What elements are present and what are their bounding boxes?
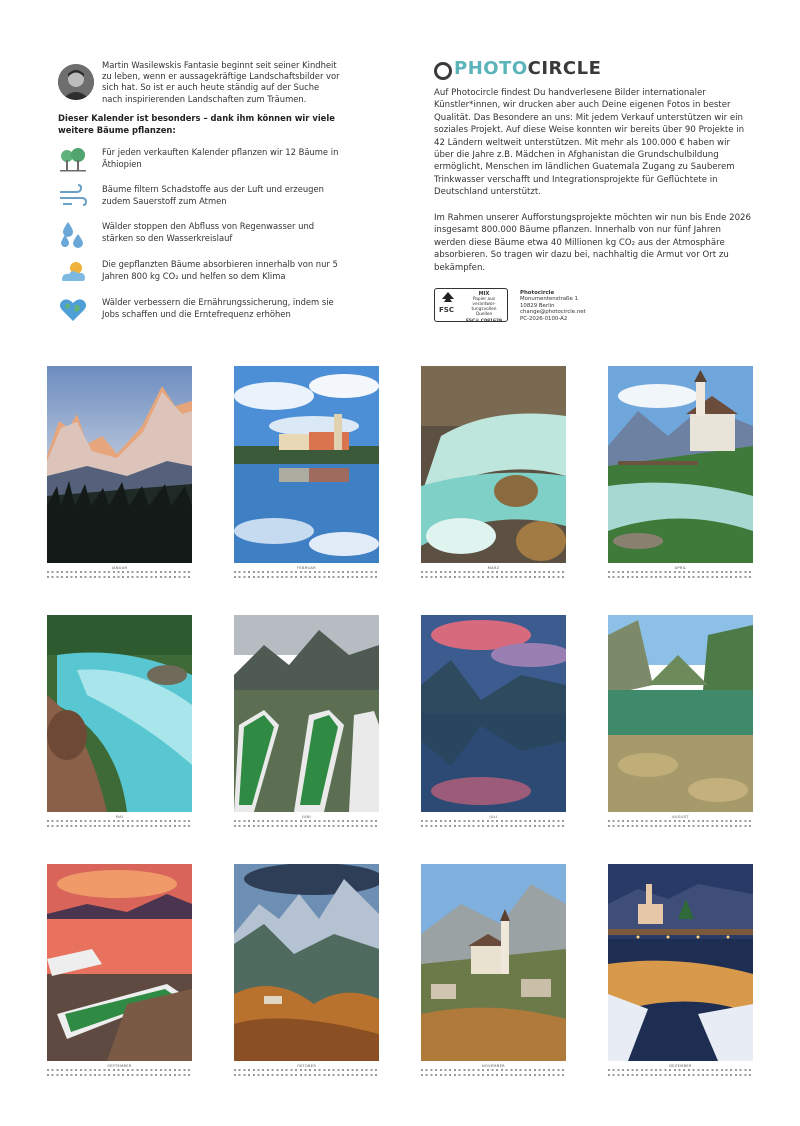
month-label-august: AUGUST <box>672 815 689 819</box>
imprint <box>520 290 586 322</box>
calendar-days-april <box>608 571 753 581</box>
benefit-air <box>58 183 348 211</box>
month-photo-september <box>47 864 192 1061</box>
month-photo-maerz <box>421 366 566 563</box>
benefit-text: Für jeden verkauften Kalender pflanzen wir 12 Bäume in Äthiopien <box>102 147 339 169</box>
benefit-climate <box>58 258 348 286</box>
calendar-days-dezember <box>608 1069 753 1079</box>
imprint-article: PC-2026-0100-A2 <box>520 315 568 322</box>
calendar-days-september <box>47 1069 192 1079</box>
fsc-logo-text: FSC <box>439 306 454 314</box>
benefit-text: Bäume filtern Schadstoffe aus der Luft und erzeugen zudem Sauerstoff zum Atmen <box>102 184 324 206</box>
calendar-days-november <box>421 1069 566 1079</box>
calendar-days-maerz <box>421 571 566 581</box>
fsc-tree-icon <box>439 292 457 304</box>
month-label-mai: MAI <box>115 815 124 819</box>
benefit-food <box>58 296 348 324</box>
sun-cloud-icon <box>58 258 88 286</box>
month-label-juni: JUNI <box>302 815 311 819</box>
calendar-days-januar <box>47 571 192 581</box>
month-photo-februar <box>234 366 379 563</box>
benefit-text: Wälder verbessern die Ernährungssicherung, indem sie Jobs schaffen und die Erntefrequenz erhöhen <box>102 297 334 319</box>
imprint-city: 10829 Berlin <box>520 302 555 309</box>
reforestation-paragraph: Im Rahmen unserer Aufforstungsprojekte möchten wir nun bis Ende 2026 insgesamt 800.000 Bäume pflanzen. Innerhalb von nur fünf Jahren werden diese Bäume etwa 40 Millionen kg CO₂ aus der Atmosphäre absorbieren. So tragen wir dazu bei, nachhaltig die Armut vor Ort zu bekämpfen. <box>434 213 751 273</box>
wind-icon <box>58 183 88 211</box>
water-drops-icon <box>58 220 88 248</box>
calendar-days-oktober <box>234 1069 379 1079</box>
benefit-text: Wälder stoppen den Abfluss von Regenwasser und stärken so den Wasserkreislauf <box>102 221 315 243</box>
month-photo-juli <box>421 615 566 812</box>
special-heading: Dieser Kalender ist besonders – dank ihm können wir viele weitere Bäume pflanzen: <box>58 113 335 135</box>
month-photo-mai <box>47 615 192 812</box>
month-photo-oktober <box>234 864 379 1061</box>
calendar-days-mai <box>47 820 192 830</box>
calendar-days-juni <box>234 820 379 830</box>
month-label-maerz: MÄRZ <box>487 566 500 570</box>
benefit-trees <box>58 146 348 174</box>
artist-avatar <box>58 64 94 100</box>
month-label-september: SEPTEMBER <box>107 1064 132 1068</box>
month-photo-juni <box>234 615 379 812</box>
month-photo-dezember <box>608 864 753 1061</box>
calendar-days-august <box>608 820 753 830</box>
month-photo-januar <box>47 366 192 563</box>
month-label-februar: FEBRUAR <box>297 566 316 570</box>
logo-ring-icon <box>434 62 452 80</box>
imprint-email: change@photocircle.net <box>520 309 586 316</box>
month-photo-november <box>421 864 566 1061</box>
artist-bio: Martin Wasilewskis Fantasie beginnt seit seiner Kindheit zu leben, wenn er aussagekräftige Landschaftsbilder vor sich hat. So ist er auch heute ständig auf der Suche nach inspirierenden Landschaften zum Träumen. <box>102 60 340 104</box>
logo-circle: CIRCLE <box>527 58 602 79</box>
heart-globe-icon <box>58 296 88 324</box>
trees-icon <box>58 146 88 174</box>
month-label-oktober: OKTOBER <box>296 1064 317 1068</box>
month-label-dezember: DEZEMBER <box>669 1064 692 1068</box>
imprint-company: Photocircle <box>520 290 555 296</box>
benefit-text: Die gepflanzten Bäume absorbieren innerhalb von nur 5 Jahren 800 kg CO₂ und helfen so dem Klima <box>102 259 338 281</box>
about-paragraph: Auf Photocircle findest Du handverlesene Bilder internationaler Künstler*innen, wir drucken aber auch Deine eigenen Fotos in bester Qualität. Das Besondere an uns: Mit jedem Verkauf unterstützen wir ein soziales Projekt. Auf diese Weise konnten wir bereits über 90 Projekte in 42 Ländern weltweit unterstützen. Mit mehr als 100.000 € haben wir über die Jahre z.B. Mädchen in Afghanistan die Grundschulbildung ermöglicht, Menschen im ländlichen Guatemala Zugang zu Sauberem Trinkwasser verschafft und Integrationsprojekte für Geflüchtete in Deutschland unterstützt. <box>434 88 745 198</box>
imprint-street: Monumentenstraße 1 <box>520 296 578 303</box>
month-photo-august <box>608 615 753 812</box>
month-label-april: APRIL <box>674 566 687 570</box>
month-photo-april <box>608 366 753 563</box>
benefit-water <box>58 220 348 248</box>
calendar-days-juli <box>421 820 566 830</box>
calendar-days-februar <box>234 571 379 581</box>
fsc-mix-text: Papier aus verantwor-tungsvollen Quellen <box>471 297 497 317</box>
fsc-code: FSC® C081629 <box>465 319 503 324</box>
month-label-januar: JANUAR <box>111 566 128 570</box>
month-label-november: NOVEMBER <box>482 1064 505 1068</box>
month-label-juli: JULI <box>489 815 498 819</box>
fsc-mix-title: MIX <box>478 291 490 297</box>
fsc-label <box>434 288 508 322</box>
logo-photo: PHOTO <box>454 58 528 79</box>
